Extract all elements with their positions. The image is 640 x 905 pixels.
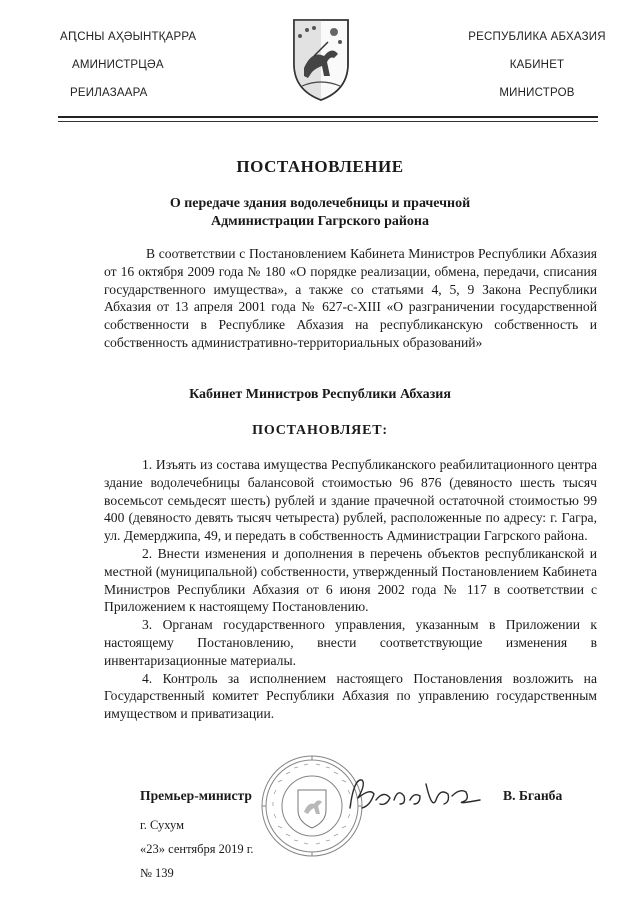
resolution-item: 4. Контроль за исполнением настоящего Постановления возложить на Государственный комитет Республики Абхазия по управлению государственным имуществом и приватизации.: [104, 670, 597, 722]
document-title: ПОСТАНОВЛЕНИЕ: [236, 157, 404, 176]
issuing-body: Кабинет Министров Республики Абхазия: [189, 387, 451, 402]
issue-date: «23» сентября 2019 г.: [140, 842, 254, 856]
header-abkhaz-line-1: АԤСНЫ АҲӘЫНТҚАРРА: [60, 31, 197, 43]
subject-line-2: Администрации Гагрского района: [210, 214, 430, 229]
intro-paragraph: [104, 245, 597, 352]
header-abkhaz-line-2: АМИНИСТРЦӘА: [72, 59, 164, 71]
state-emblem-icon: [290, 16, 352, 102]
header-russian: [452, 30, 622, 114]
signatory-name: В. Бганба: [503, 788, 563, 803]
intro-text: В соответствии с Постановлением Кабинета Министров Республики Абхазия от 16 октября 2009 года № 180 «О порядке реализации, обмена, передачи, списания государственного имущества», а также со статьями 4, 5, 9 Закона Республики Абхазия от 13 апреля 2001 года № 627-с-XIII «О разграничении государственной собственности в Республике Абхазия на республиканскую собственность и собственность административно-территориальных образований»: [104, 246, 597, 350]
header-russian-line-2: КАБИНЕТ: [509, 59, 565, 71]
resolution-item: 1. Изъять из состава имущества Республиканского реабилитационного центра здание водолечебницы балансовой стоимостью 96 876 (девяносто шесть тысяч восемьсот семьдесят шесть) рублей и здание прачечной остаточной стоимостью 99 400 (девяносто девять тысяч четыреста) рублей, расположенные по адресу: г. Гагра, ул. Демерджипа, 49, и передать в собственность Администрации Гагрского района.: [104, 457, 597, 544]
document-subject: [120, 195, 520, 231]
header-rule-thin: [58, 121, 598, 122]
subject-line-1: О передаче здания водолечебницы и прачечной: [169, 196, 471, 211]
issue-place: г. Сухум: [140, 818, 185, 832]
resolution-item: 3. Органам государственного управления, указанным в Приложении к настоящему Постановлению, внести соответствующие изменения в инвентаризационные материалы.: [104, 617, 597, 668]
signatory-title: Премьер-министр: [140, 788, 252, 803]
resolution-item: 2. Внести изменения и дополнения в перечень объектов республиканской и местной (муниципальной) собственности, утвержденный Постановлением Кабинета Министров Республики Абхазия от 6 июня 2002 года № 117 в соответствии с Приложением к настоящему Постановлению.: [104, 545, 597, 615]
header-russian-line-1: РЕСПУБЛИКА АБХАЗИЯ: [468, 31, 606, 43]
handwritten-signature: [340, 770, 490, 820]
header-abkhaz: [60, 30, 220, 114]
header-abkhaz-line-3: РЕИЛАЗААРА: [70, 87, 148, 99]
header-rule-thick: [58, 116, 598, 118]
header-russian-line-3: МИНИСТРОВ: [499, 87, 575, 99]
resolution-items: [104, 456, 597, 723]
resolves-heading: ПОСТАНОВЛЯЕТ:: [252, 423, 388, 438]
document-number: № 139: [140, 866, 174, 880]
